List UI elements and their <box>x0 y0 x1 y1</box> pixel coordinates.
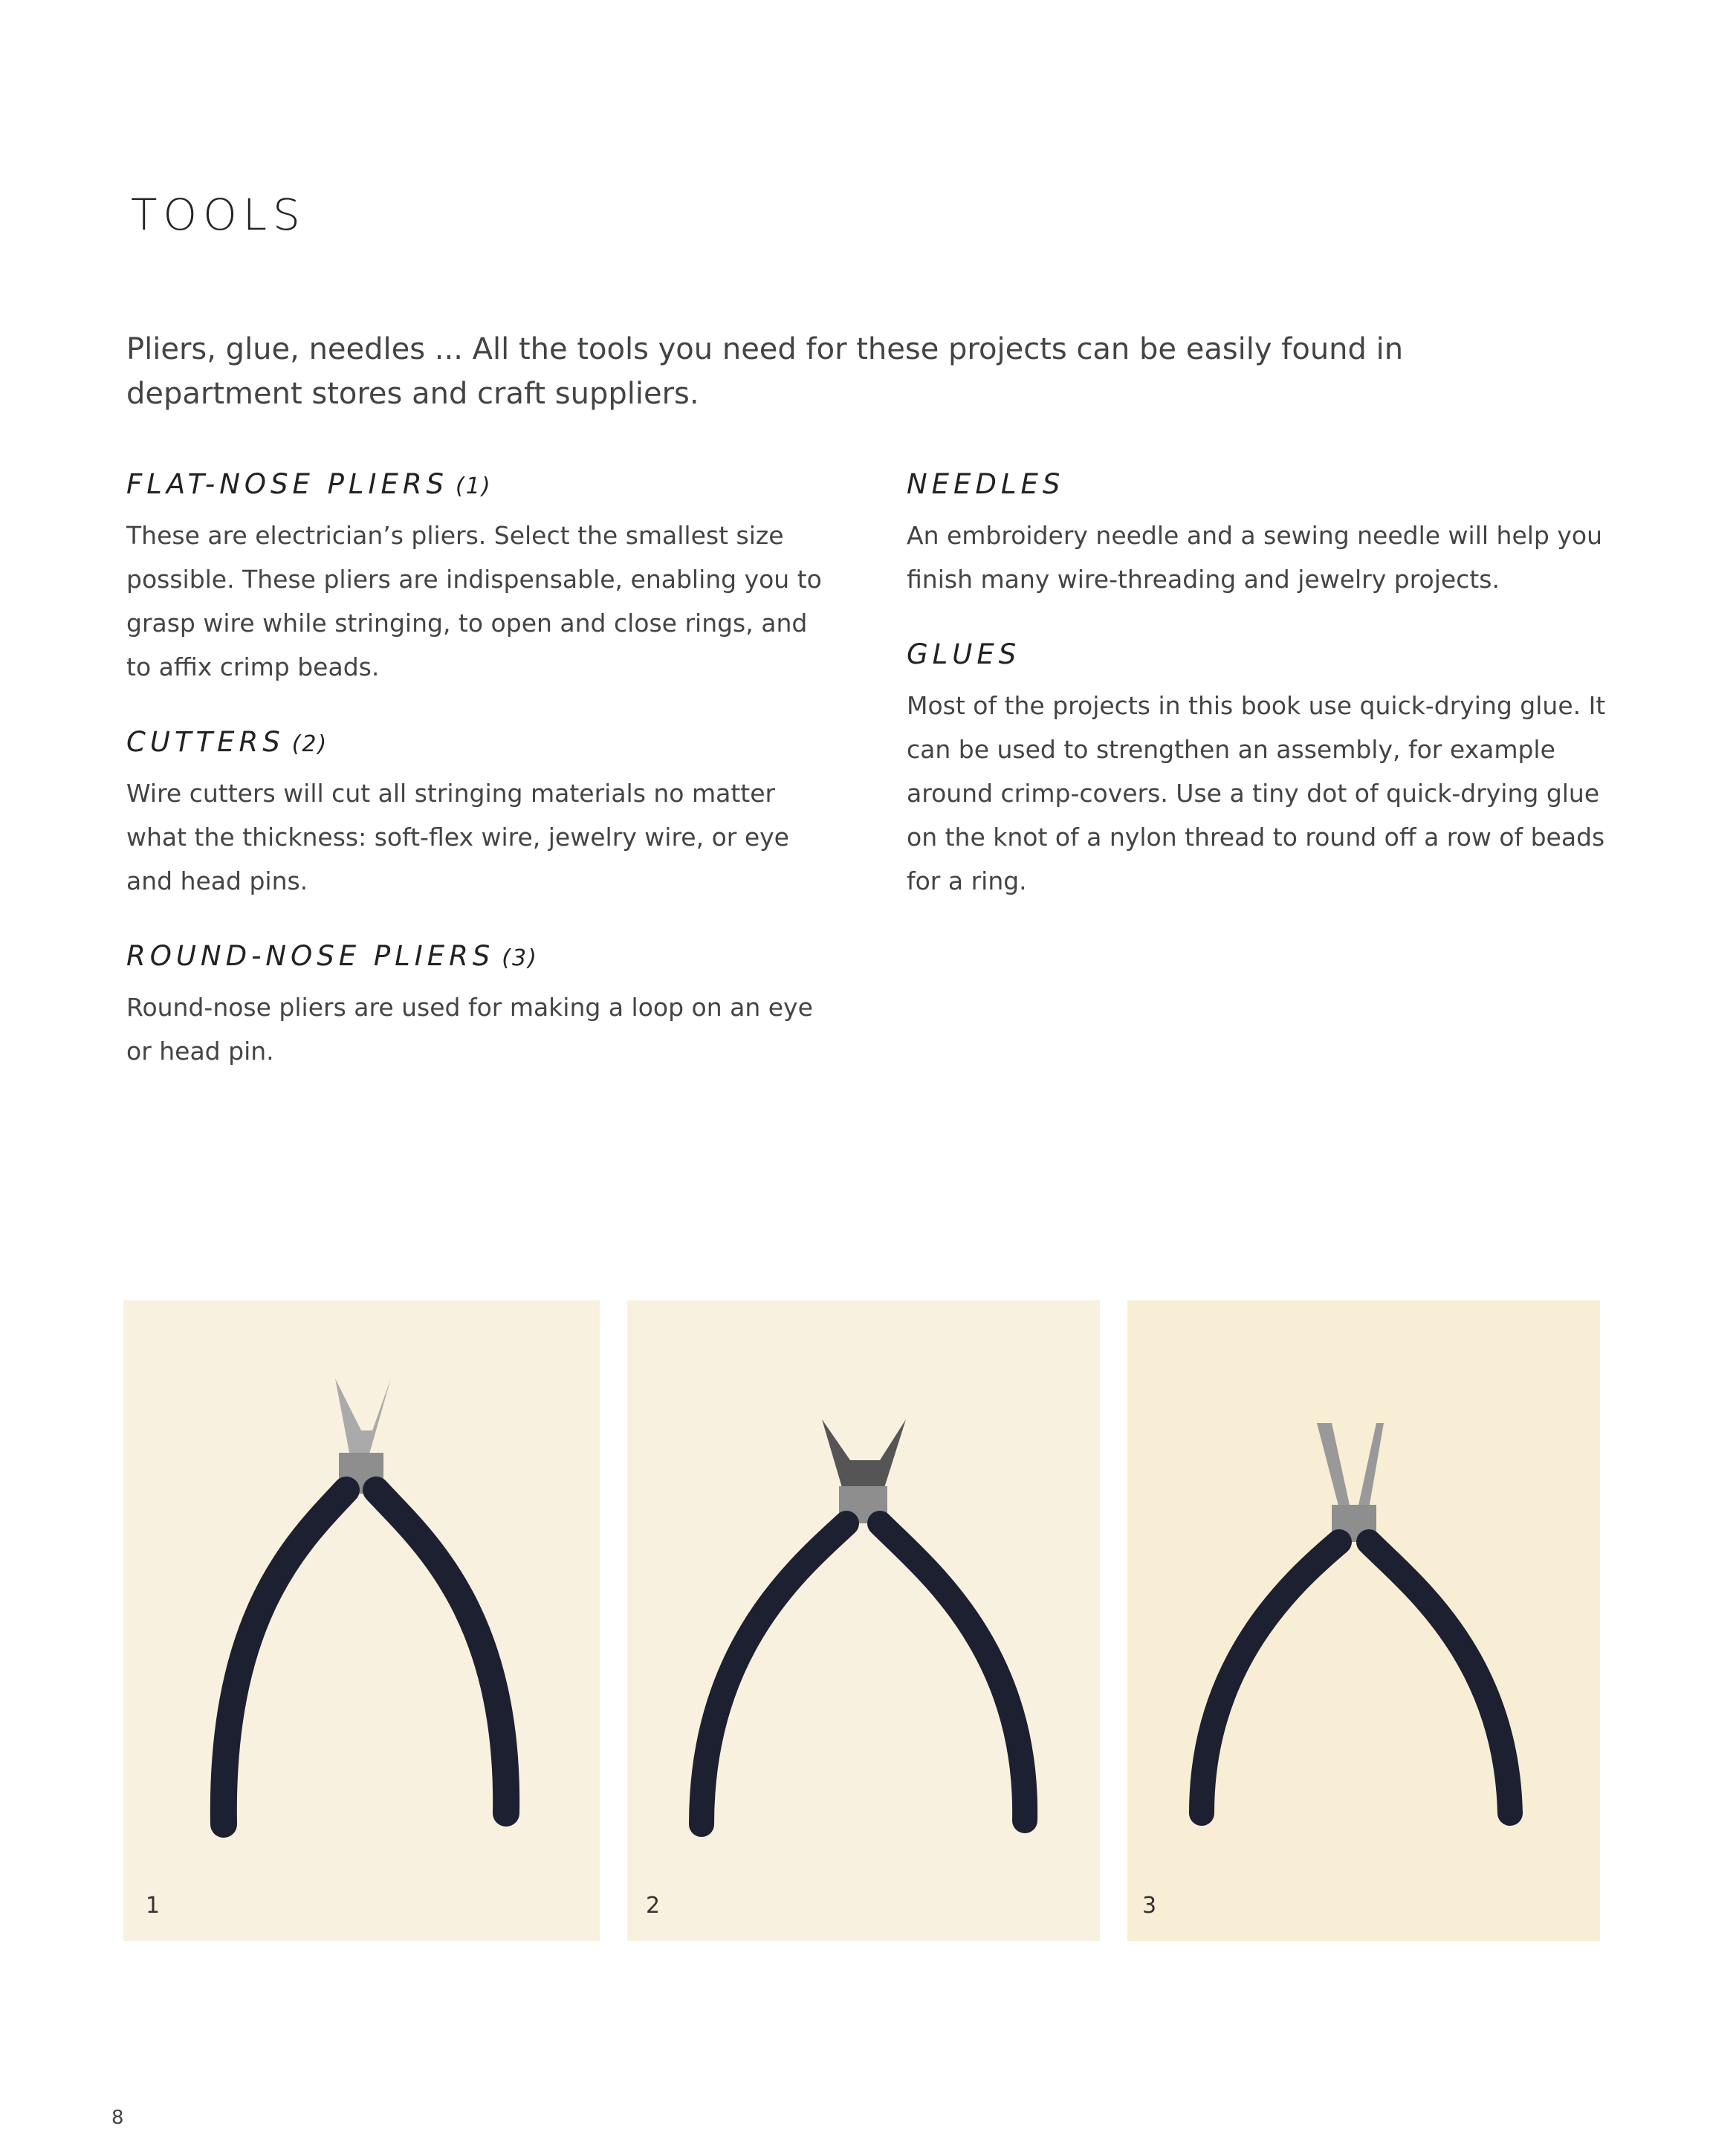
section-heading <box>126 726 832 758</box>
round-nose-pliers-icon <box>1127 1300 1600 1941</box>
section-body: These are electrician’s pliers. Select the smallest size possible. These pliers are indispensable, enabling you to grasp wire while stringing, to open and close rings, and to affix crimp beads. <box>126 521 822 681</box>
photo-flat-nose-pliers <box>123 1300 600 1941</box>
section-glues <box>907 638 1613 903</box>
photo-label: 1 <box>146 1893 161 1919</box>
section-needles <box>907 468 1613 601</box>
section-body: An embroidery needle and a sewing needle will help you finish many wire-threading and jewelry projects. <box>907 521 1603 594</box>
heading-number: (3) <box>502 945 538 971</box>
section-cutters <box>126 726 832 903</box>
section-body: Wire cutters will cut all stringing materials no matter what the thickness: soft-flex wire, jewelry wire, or eye and head pins. <box>126 779 789 895</box>
photo-label: 3 <box>1142 1893 1157 1919</box>
photo-round-nose-pliers <box>1127 1300 1600 1941</box>
page-title: TOOLS <box>131 189 306 240</box>
heading-text: FLAT-NOSE PLIERS <box>126 468 449 500</box>
heading-text: ROUND-NOSE PLIERS <box>126 940 495 972</box>
cutters-icon <box>627 1300 1100 1941</box>
photo-label: 2 <box>646 1893 661 1919</box>
section-flat-nose-pliers <box>126 468 832 689</box>
section-body: Round-nose pliers are used for making a loop on an eye or head pin. <box>126 993 813 1066</box>
section-round-nose-pliers <box>126 940 832 1073</box>
left-column <box>126 468 832 1110</box>
right-column <box>907 468 1613 940</box>
section-heading: NEEDLES <box>907 468 1065 500</box>
section-heading <box>126 940 832 972</box>
section-heading <box>126 468 832 500</box>
intro-paragraph: Pliers, glue, needles ... All the tools you need for these projects can be easily found in department stores and craft suppliers. <box>126 332 1404 411</box>
heading-number: (1) <box>456 473 492 499</box>
heading-number: (2) <box>291 731 328 757</box>
flat-nose-pliers-icon <box>123 1300 600 1941</box>
page-number: 8 <box>111 2107 124 2129</box>
section-heading: GLUES <box>907 638 1021 670</box>
heading-text: CUTTERS <box>126 726 285 758</box>
section-body: Most of the projects in this book use quick-drying glue. It can be used to strengthen an assembly, for example around crimp-covers. Use a tiny dot of quick-drying glue on the knot of a nylon thread to round off a row of beads for a ring. <box>907 691 1606 895</box>
photo-cutters <box>627 1300 1100 1941</box>
